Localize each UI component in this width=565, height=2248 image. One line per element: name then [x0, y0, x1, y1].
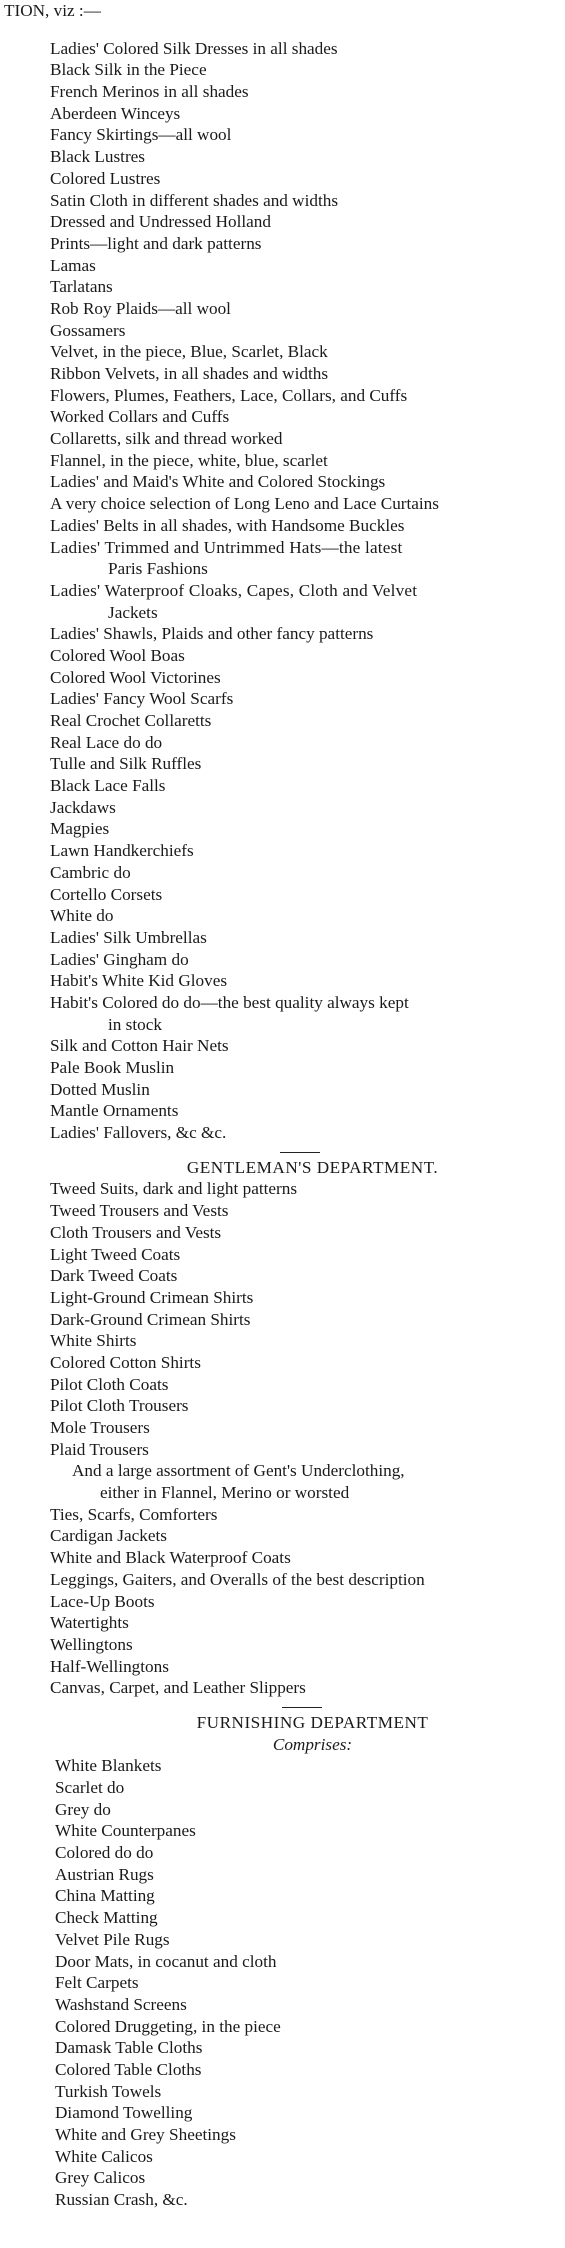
list-item: Mole Trousers: [50, 1418, 150, 1437]
list-item: Check Matting: [55, 1908, 158, 1928]
list-item: Aberdeen Winceys: [50, 103, 181, 123]
list-item: Ladies' Fallovers, &c &c.: [50, 1123, 227, 1143]
furnishing-department-heading: FURNISHING DEPARTMENT: [196, 1712, 429, 1732]
list-item: Grey Calicos: [55, 2168, 146, 2188]
list-item: Dark Tweed Coats: [50, 1266, 178, 1286]
list-item: Door Mats, in cocanut and cloth: [55, 1951, 277, 1971]
list-item: Ladies' and Maid's White and Colored Stockings: [50, 472, 386, 492]
list-item: Dark-Ground Crimean Shirts: [50, 1309, 251, 1329]
furnish-list: [0, 1755, 565, 2210]
list-item: Ribbon Velvets, in all shades and widths: [50, 364, 329, 383]
list-item: Colored do do: [55, 1843, 154, 1863]
list-item: Real Lace do do: [50, 732, 163, 752]
list-item: Ties, Scarfs, Comforters: [50, 1504, 218, 1524]
list-item: Pilot Cloth Coats: [50, 1374, 169, 1394]
list-item: Flowers, Plumes, Feathers, Lace, Collars, and Cuffs: [50, 385, 408, 405]
furnishing-subheading: Comprises:: [272, 1734, 353, 1754]
list-item: Cambric do: [50, 862, 131, 882]
list-item: Collaretts, silk and thread worked: [50, 429, 283, 449]
list-item: Black Lustres: [50, 147, 145, 167]
list-item: Prints—light and dark patterns: [50, 233, 262, 253]
list-item: Watertights: [50, 1613, 129, 1633]
list-item: White and Grey Sheetings: [55, 2125, 236, 2144]
list-item: White Calicos: [55, 2146, 153, 2166]
list-item: Turkish Towels: [55, 2081, 162, 2101]
list-item-continuation: in stock: [108, 1014, 162, 1034]
list-item: Pilot Cloth Trousers: [50, 1396, 189, 1416]
list-item: Grey do: [55, 1799, 111, 1819]
ladies-list: [0, 38, 565, 537]
list-item: Dressed and Undressed Holland: [50, 212, 271, 232]
ladies-list-2: [0, 623, 565, 992]
list-item: Mantle Ornaments: [50, 1101, 179, 1121]
list-item: Colored Cotton Shirts: [50, 1352, 201, 1372]
list-item: Tweed Suits, dark and light patterns: [50, 1179, 298, 1199]
section-divider: [280, 1152, 320, 1153]
list-item: Ladies' Gingham do: [50, 949, 189, 969]
list-item: Tulle and Silk Ruffles: [50, 754, 202, 774]
list-item: Velvet, in the piece, Blue, Scarlet, Black: [50, 342, 328, 362]
list-item: Habit's White Kid Gloves: [50, 971, 228, 991]
list-item: Russian Crash, &c.: [55, 2190, 188, 2210]
list-item-continuation: Paris Fashions: [108, 559, 208, 579]
list-item: Ladies' Colored Silk Dresses in all shades: [50, 38, 338, 58]
list-item: Light Tweed Coats: [50, 1244, 181, 1264]
list-item: Canvas, Carpet, and Leather Slippers: [50, 1678, 306, 1698]
list-item: Dotted Muslin: [50, 1079, 150, 1099]
list-item: Light-Ground Crimean Shirts: [50, 1287, 254, 1307]
list-item: Ladies' Belts in all shades, with Handsome Buckles: [50, 515, 405, 535]
list-item: Lamas: [50, 255, 96, 275]
list-item: Jackdaws: [50, 797, 116, 817]
list-item: Ladies' Shawls, Plaids and other fancy patterns: [50, 624, 374, 644]
list-item: Satin Cloth in different shades and widths: [50, 190, 339, 210]
list-item-continuation: either in Flannel, Merino or worsted: [100, 1483, 350, 1503]
list-item: White Shirts: [50, 1331, 137, 1351]
list-item: Gossamers: [50, 320, 126, 340]
list-item: A very choice selection of Long Leno and Lace Curtains: [50, 494, 439, 514]
list-item: White and Black Waterproof Coats: [50, 1548, 291, 1568]
gentleman-department-heading: GENTLEMAN'S DEPARTMENT.: [186, 1157, 439, 1177]
list-item: Velvet Pile Rugs: [55, 1929, 170, 1949]
list-item: Colored Lustres: [50, 168, 161, 188]
list-item: Ladies' Fancy Wool Scarfs: [50, 689, 234, 709]
list-item: Scarlet do: [55, 1778, 125, 1797]
list-item: Rob Roy Plaids—all wool: [50, 298, 231, 318]
list-item: Tarlatans: [50, 277, 113, 297]
ladies-list-3: [0, 1035, 565, 1143]
list-item: Felt Carpets: [55, 1973, 139, 1993]
list-item: White Counterpanes: [55, 1821, 196, 1841]
gent-list: [0, 1178, 565, 1460]
list-item: Pale Book Muslin: [50, 1058, 175, 1077]
section-divider: [282, 1707, 322, 1708]
list-item: Damask Table Cloths: [55, 2038, 203, 2058]
list-item: Flannel, in the piece, white, blue, scarlet: [50, 450, 328, 470]
list-item: Austrian Rugs: [55, 1864, 154, 1884]
header-fragment: TION, viz :—: [4, 1, 101, 20]
list-item-continuation: Jackets: [108, 602, 158, 622]
list-item: Magpies: [50, 819, 110, 839]
list-item: Silk and Cotton Hair Nets: [50, 1036, 229, 1056]
list-item: Ladies' Waterproof Cloaks, Capes, Cloth and Velvet: [50, 580, 418, 600]
list-item: Plaid Trousers: [50, 1439, 149, 1459]
list-item: White do: [50, 906, 114, 926]
list-item: Diamond Towelling: [55, 2103, 193, 2123]
list-item: Worked Collars and Cuffs: [50, 407, 230, 427]
list-item: French Merinos in all shades: [50, 82, 249, 102]
list-item: Lace-Up Boots: [50, 1591, 155, 1611]
list-item: And a large assortment of Gent's Underclothing,: [72, 1461, 405, 1481]
list-item: White Blankets: [55, 1756, 162, 1776]
list-item: Cardigan Jackets: [50, 1526, 167, 1546]
list-item: Ladies' Silk Umbrellas: [50, 927, 207, 947]
list-item: Lawn Handkerchiefs: [50, 841, 194, 861]
gent-list-2: [0, 1504, 565, 1699]
list-item: Fancy Skirtings—all wool: [50, 125, 232, 145]
list-item: Half-Wellingtons: [50, 1656, 169, 1676]
list-item: Cloth Trousers and Vests: [50, 1222, 222, 1242]
list-item: Colored Druggeting, in the piece: [55, 2016, 281, 2036]
list-item: Real Crochet Collaretts: [50, 711, 212, 730]
list-item: Colored Wool Victorines: [50, 667, 221, 687]
list-item: Habit's Colored do do—the best quality always kept: [50, 992, 409, 1012]
list-item: Leggings, Gaiters, and Overalls of the best description: [50, 1569, 425, 1589]
list-item: Washstand Screens: [55, 1994, 187, 2014]
list-item: Wellingtons: [50, 1634, 133, 1654]
list-item: China Matting: [55, 1886, 155, 1906]
list-item: Cortello Corsets: [50, 884, 163, 904]
list-item: Tweed Trousers and Vests: [50, 1201, 229, 1221]
list-item: Colored Table Cloths: [55, 2059, 202, 2079]
list-item: Ladies' Trimmed and Untrimmed Hats—the latest: [50, 537, 403, 557]
list-item: Black Silk in the Piece: [50, 60, 207, 80]
list-item: Black Lace Falls: [50, 776, 166, 796]
list-item: Colored Wool Boas: [50, 645, 185, 665]
